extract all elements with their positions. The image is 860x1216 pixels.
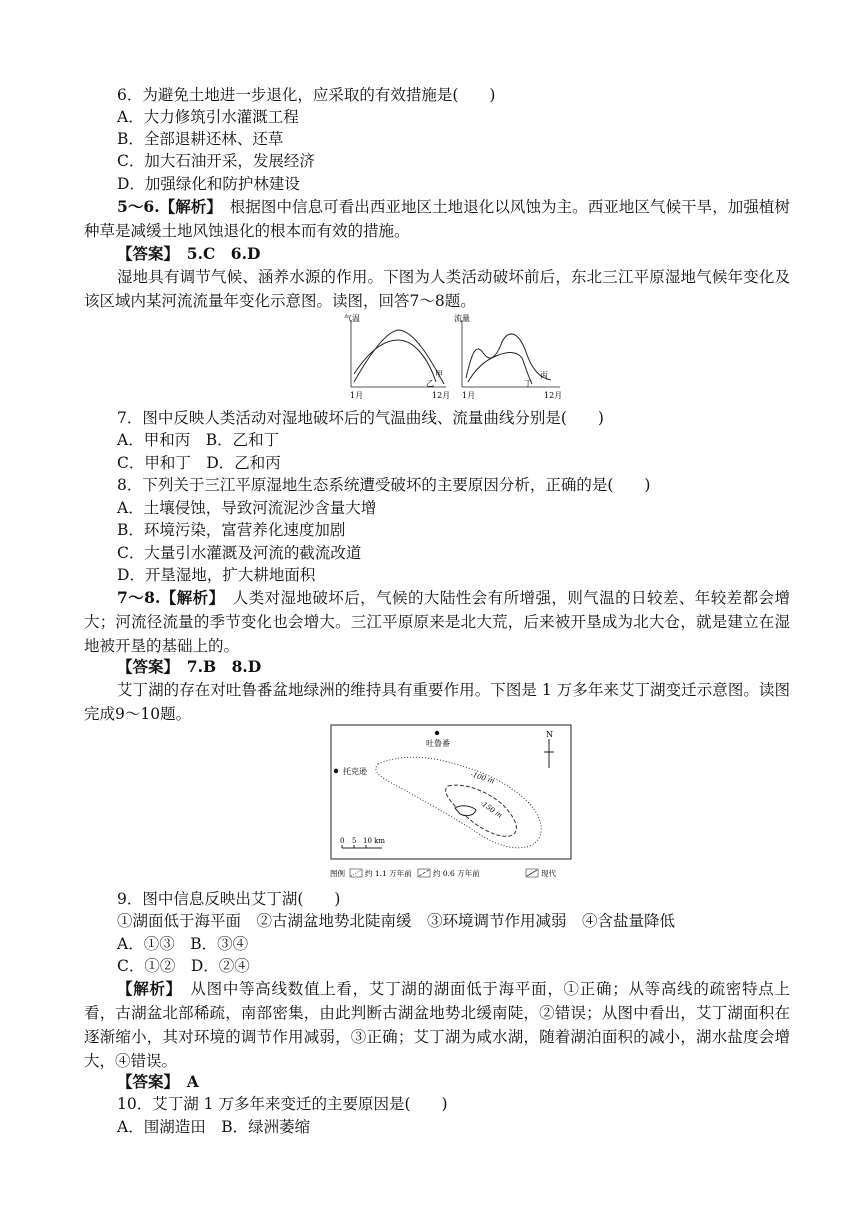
legend-item-3: 现代: [541, 869, 556, 878]
left-ylabel: 气温: [344, 314, 360, 323]
question-8-option-b: B．环境污染，富营养化速度加剧: [117, 521, 346, 539]
contour-150-label: -150 m: [478, 799, 504, 820]
question-10-options-1: A．围湖造田 B．绿洲萎缩: [117, 1118, 311, 1136]
question-6-option-d: D．加强绿化和防护林建设: [117, 175, 300, 193]
contour-100-label: -100 m: [469, 770, 496, 786]
legend-swatch-3-line: [527, 870, 537, 876]
answer-9: [117, 1071, 199, 1093]
question-10-stem: 10．艾丁湖 1 万多年来变迁的主要原因是( ): [117, 1095, 448, 1113]
analysis-7-8: [84, 586, 790, 658]
climate-flow-figure: [336, 312, 566, 400]
scale-label-5: 5: [352, 837, 357, 845]
legend-item-2: 约 0.6 万年前: [433, 869, 480, 878]
question-9-stem: 9．图中信息反映出艾丁湖( ): [117, 890, 341, 908]
answer-5-6: [117, 243, 260, 265]
question-7-stem: 7．图中反映人类活动对湿地破坏后的气温曲线、流量曲线分别是( ): [117, 409, 604, 427]
legend-swatch-1-line: [351, 870, 361, 876]
scale-label-0: 0: [340, 837, 345, 845]
answer-7-8: [117, 656, 261, 678]
city-toksun: 托克逊: [343, 767, 367, 776]
answer-tag: 【答案】: [117, 244, 172, 263]
label-ding: 丁: [524, 379, 532, 388]
right-x-start: 1月: [462, 391, 476, 400]
legend-title: 图例: [330, 869, 345, 878]
legend-item-1: 约 1.1 万年前: [365, 869, 412, 878]
question-8-option-a: A．土壤侵蚀，导致河流泥沙含量大增: [117, 499, 377, 517]
answer-value: 7.B 8.D: [186, 657, 262, 676]
legend-swatch-2-line: [419, 870, 429, 876]
curve-bing: [466, 334, 551, 380]
right-ylabel: 流量: [454, 314, 470, 323]
question-8-option-d: D．开垦湿地，扩大耕地面积: [117, 566, 316, 584]
analysis-text: 根据图中信息可看出西亚地区土地退化以风蚀为主。西亚地区气候干旱，加强植树种草是减缓土地风蚀退化的根本而有效的措施。: [84, 198, 790, 240]
analysis-tag: 5～6.【解析】: [117, 197, 215, 216]
question-7-options-1: A．甲和丙 B．乙和丁: [117, 431, 280, 449]
toksun-marker: [334, 769, 338, 773]
question-9-options-1: A．①③ B．③④: [117, 935, 249, 953]
aiding-lake-map: [330, 724, 574, 882]
label-yi: 乙: [426, 379, 434, 388]
north-label: N: [546, 730, 553, 739]
analysis-5-6: [84, 195, 790, 243]
question-6-stem: 6．为避免土地进一步退化，应采取的有效措施是( ): [117, 86, 496, 104]
question-6-option-c: C．加大石油开采，发展经济: [117, 152, 315, 170]
scale-label-10: 10 km: [363, 837, 386, 845]
analysis-text: 从图中等高线数值上看，艾丁湖的湖面低于海平面，①正确；从等高线的疏密特点上看，古湖盆北部稀疏，南部密集，由此判断古湖盆地势北缓南陡，②错误；从图中看出，艾丁湖面积在逐渐缩小，其对环境的调节作用减弱，③正确；艾丁湖为咸水湖，随着湖泊面积的减小，湖水盐度会增大，④错误。: [84, 980, 790, 1070]
left-x-start: 1月: [350, 391, 364, 400]
city-turpan: 吐鲁番: [426, 739, 450, 748]
intro-7-8: 湿地具有调节气候、涵养水源的作用。下图为人类活动破坏前后，东北三江平原湿地气候年变化及该区域内某河流流量年变化示意图。读图，回答7～8题。: [84, 268, 790, 310]
analysis-tag: 【解析】: [117, 979, 175, 998]
analysis-tag: 7～8.【解析】: [117, 588, 217, 607]
question-6-option-b: B．全部退耕还林、还草: [117, 130, 284, 148]
answer-value: A: [186, 1072, 199, 1091]
answer-value: 5.C 6.D: [186, 244, 261, 263]
left-x-end: 12月: [432, 391, 451, 400]
question-7-options-2: C．甲和丁 D．乙和丙: [117, 454, 281, 472]
curve-ding: [468, 353, 532, 385]
question-9-options-2: C．①② D．②④: [117, 957, 250, 975]
analysis-9: [84, 977, 790, 1073]
question-9-items: ①湖面低于海平面 ②古湖盆地势北陡南缓 ③环境调节作用减弱 ④含盐量降低: [117, 912, 676, 930]
analysis-text: 人类对湿地破坏后，气候的大陆性会有所增强，则气温的日较差、年较差都会增大；河流径流量的季节变化也会增大。三江平原原来是北大荒，后来被开垦成为北大仓，就是建立在湿地被开垦的基础上的。: [84, 589, 790, 655]
label-jia: 甲: [435, 370, 443, 379]
answer-tag: 【答案】: [117, 657, 172, 676]
label-bing: 丙: [540, 371, 548, 380]
turpan-marker: [435, 731, 439, 735]
question-8-option-c: C．大量引水灌溉及河流的截流改道: [117, 544, 362, 562]
question-6-option-a: A．大力修筑引水灌溉工程: [117, 108, 299, 126]
right-x-end: 12月: [544, 391, 563, 400]
question-8-stem: 8．下列关于三江平原湿地生态系统遭受破坏的主要原因分析，正确的是( ): [117, 476, 651, 494]
intro-9-10: 艾丁湖的存在对吐鲁番盆地绿洲的维持具有重要作用。下图是 1 万多年来艾丁湖变迁示意图。读图完成9～10题。: [84, 681, 790, 723]
answer-tag: 【答案】: [117, 1072, 172, 1091]
